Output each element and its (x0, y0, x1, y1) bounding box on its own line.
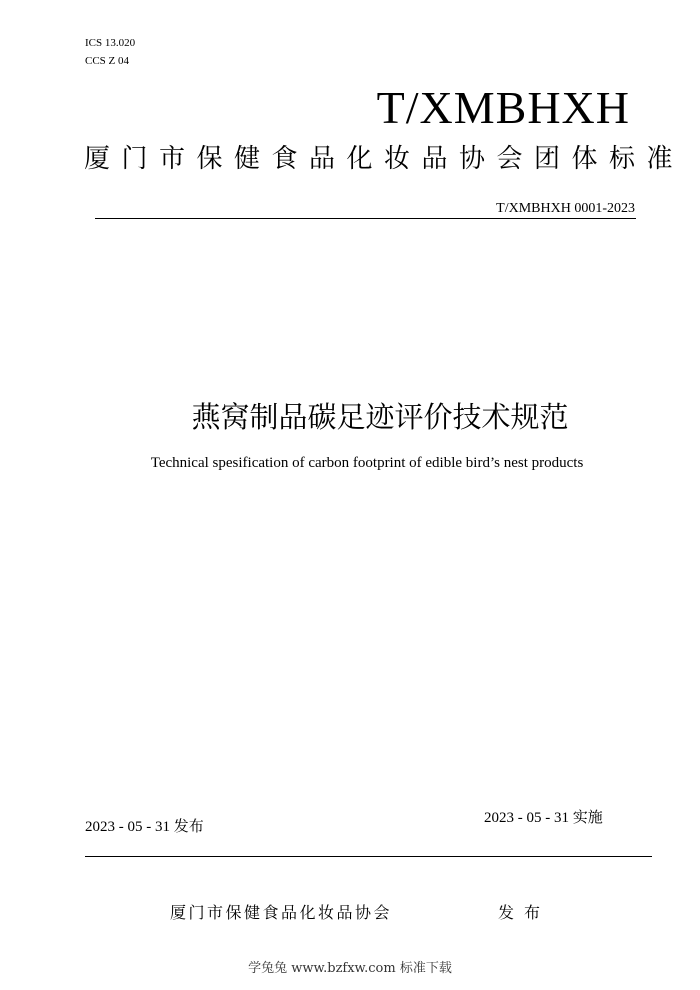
standard-number: T/XMBHXH 0001-2023 (496, 201, 635, 216)
publish-date: 2023 - 05 - 31 发布 (85, 819, 204, 835)
document-title-english: Technical spesification of carbon footprint of edible bird’s nest products (150, 455, 584, 471)
ccs-code: CCS Z 04 (85, 55, 130, 67)
watermark-text: 学兔兔 www.bzfxw.com 标准下载 (248, 961, 452, 976)
implementation-date: 2023 - 05 - 31 实施 (484, 810, 603, 826)
document-title-chinese: 燕窝制品碳足迹评价技术规范 (191, 400, 569, 434)
issue-label: 发布 (498, 903, 551, 922)
issuing-organization: 厦门市保健食品化妆品协会 (170, 903, 393, 922)
organization-standard-title: 厦门市保健食品化妆品协会团体标准 (84, 144, 685, 174)
ics-code: ICS 13.020 (85, 37, 136, 49)
top-divider (95, 218, 636, 219)
bottom-divider (85, 856, 652, 857)
standard-code: T/XMBHXH (376, 82, 630, 133)
